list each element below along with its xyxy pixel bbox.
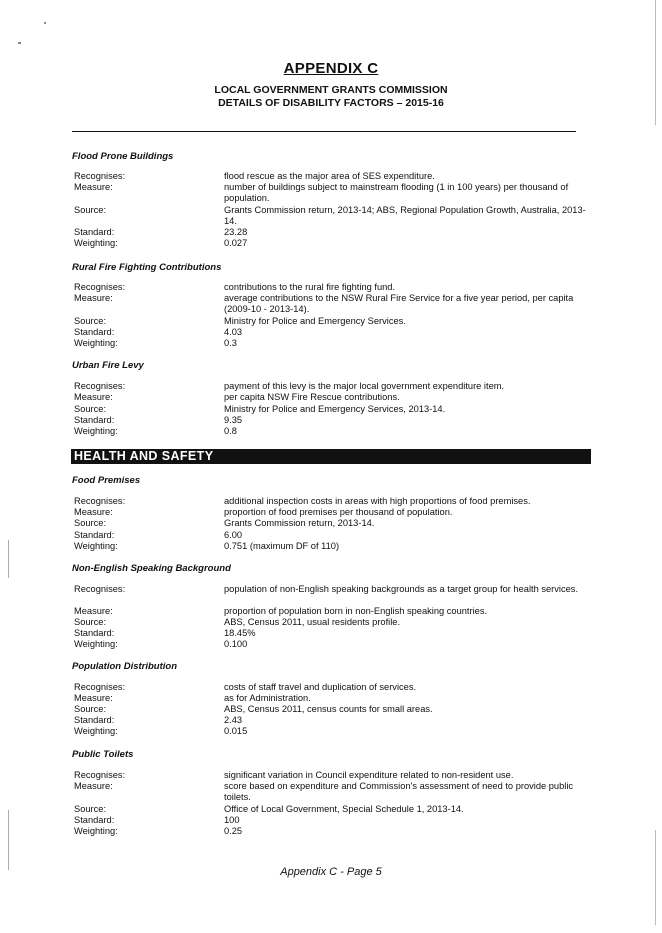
field-label: Standard: (74, 530, 115, 540)
field-value: 6.00 (224, 530, 243, 540)
field-value: number of buildings subject to mainstream flooding (1 in 100 years) per thousand of population. (224, 182, 569, 204)
field-label: Source: (74, 205, 107, 215)
field-value: ABS, Census 2011, census counts for small areas. (224, 704, 433, 714)
scan-edge-line (655, 0, 656, 125)
page-footer: Appendix C - Page 5 (280, 866, 382, 878)
field-label: Recognises: (74, 496, 126, 506)
field-label: Source: (74, 518, 107, 528)
field-value: proportion of population born in non-English speaking countries. (224, 606, 488, 616)
field-value: 0.751 (maximum DF of 110) (224, 541, 340, 551)
field-label: Source: (74, 316, 107, 326)
band-label: HEALTH AND SAFETY (74, 449, 214, 463)
field-value: 2.43 (224, 715, 243, 725)
field-label: Standard: (74, 715, 115, 725)
field-value: 0.3 (224, 338, 237, 348)
field-value: 0.027 (224, 238, 248, 248)
field-value: average contributions to the NSW Rural Fire Service for a five year period, per capita (2009-10 - 2013-14). (224, 293, 574, 315)
section-band-health-safety (71, 449, 591, 464)
field-value: additional inspection costs in areas with high proportions of food premises. (224, 496, 531, 506)
field-value: 0.8 (224, 426, 237, 436)
field-label: Source: (74, 617, 107, 627)
field-value: Grants Commission return, 2013-14. (224, 518, 375, 528)
field-value: contributions to the rural fire fighting fund. (224, 282, 396, 292)
section-heading: Non-English Speaking Background (72, 563, 231, 574)
field-label: Recognises: (74, 584, 126, 594)
field-label: Standard: (74, 415, 115, 425)
field-value: 9.35 (224, 415, 243, 425)
field-value: 0.015 (224, 726, 248, 736)
page-title: APPENDIX C (283, 60, 379, 77)
field-value: ABS, Census 2011, usual residents profile. (224, 617, 401, 627)
field-label: Source: (74, 704, 107, 714)
subtitle-commission: LOCAL GOVERNMENT GRANTS COMMISSION (214, 84, 448, 96)
field-label: Weighting: (74, 639, 118, 649)
field-value: 0.25 (224, 826, 243, 836)
field-value: Office of Local Government, Special Schedule 1, 2013-14. (224, 804, 464, 814)
field-label: Measure: (74, 507, 113, 517)
field-label: Weighting: (74, 338, 118, 348)
field-label: Standard: (74, 628, 115, 638)
field-value: 23.28 (224, 227, 248, 237)
field-label: Recognises: (74, 682, 126, 692)
section-heading: Urban Fire Levy (72, 360, 144, 371)
field-label: Weighting: (74, 826, 118, 836)
field-label: Standard: (74, 327, 115, 337)
scan-edge-line (8, 810, 9, 870)
field-label: Recognises: (74, 770, 126, 780)
field-label: Source: (74, 804, 107, 814)
field-value: 4.03 (224, 327, 243, 337)
field-value: Grants Commission return, 2013-14; ABS, Regional Population Growth, Australia, 2013-14. (224, 205, 586, 227)
field-value: 100 (224, 815, 240, 825)
field-value: proportion of food premises per thousand of population. (224, 507, 453, 517)
header-divider (72, 131, 576, 132)
field-label: Measure: (74, 781, 113, 791)
subtitle-details: DETAILS OF DISABILITY FACTORS – 2015-16 (218, 97, 444, 109)
field-value: 0.100 (224, 639, 248, 649)
field-label: Recognises: (74, 282, 126, 292)
field-label: Recognises: (74, 171, 126, 181)
field-value: score based on expenditure and Commission's assessment of need to provide public toilets. (224, 781, 574, 803)
field-label: Standard: (74, 815, 115, 825)
scan-speck (18, 42, 21, 44)
field-value: Ministry for Police and Emergency Services, 2013-14. (224, 404, 446, 414)
field-value: costs of staff travel and duplication of services. (224, 682, 417, 692)
field-label: Weighting: (74, 426, 118, 436)
section-heading: Population Distribution (72, 661, 178, 672)
scan-edge-line (8, 540, 9, 578)
field-label: Standard: (74, 227, 115, 237)
field-label: Measure: (74, 182, 113, 192)
field-label: Weighting: (74, 238, 118, 248)
field-value: population of non-English speaking backgrounds as a target group for health services. (224, 584, 579, 594)
scan-speck (44, 22, 46, 24)
field-value: significant variation in Council expenditure related to non-resident use. (224, 770, 514, 780)
scan-edge-line (655, 830, 656, 925)
field-label: Measure: (74, 606, 113, 616)
field-value: payment of this levy is the major local government expenditure item. (224, 381, 505, 391)
field-label: Measure: (74, 392, 113, 402)
field-label: Source: (74, 404, 107, 414)
section-heading: Public Toilets (72, 749, 134, 760)
section-heading: Rural Fire Fighting Contributions (72, 262, 222, 273)
field-label: Measure: (74, 693, 113, 703)
field-label: Measure: (74, 293, 113, 303)
field-value: 18.45% (224, 628, 256, 638)
field-value: per capita NSW Fire Rescue contributions. (224, 392, 400, 402)
section-heading: Food Premises (72, 475, 141, 486)
field-value: as for Administration. (224, 693, 311, 703)
field-value: Ministry for Police and Emergency Services. (224, 316, 406, 326)
field-label: Weighting: (74, 726, 118, 736)
field-label: Weighting: (74, 541, 118, 551)
field-value: flood rescue as the major area of SES expenditure. (224, 171, 435, 181)
section-heading: Flood Prone Buildings (72, 151, 174, 162)
field-label: Recognises: (74, 381, 126, 391)
